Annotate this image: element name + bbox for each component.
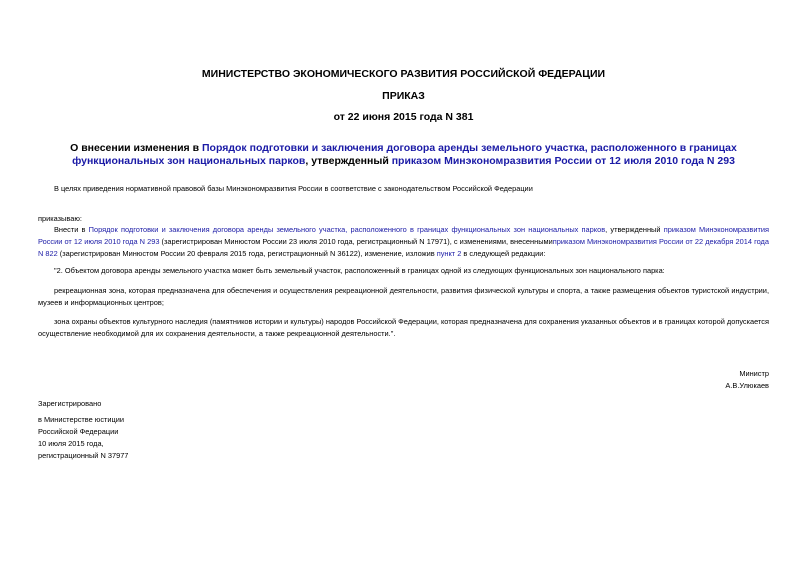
registration-line: регистрационный N 37977 — [38, 451, 129, 460]
date-number: от 22 июня 2015 года N 381 — [333, 111, 474, 123]
title-text: , утвержденный — [305, 155, 392, 167]
signature-block — [725, 368, 769, 392]
registration-line: Зарегистрировано — [38, 399, 102, 408]
paragraph-text: (зарегистрирован Минюстом России 23 июля 2010 года, регистрационный N 17971), с изменениями, внесенными — [159, 237, 553, 246]
document-type: ПРИКАЗ — [382, 90, 425, 102]
link-point-2[interactable]: пункт 2 — [436, 249, 462, 258]
document-title — [38, 142, 769, 168]
title-link-order-293[interactable]: приказом Минэкономразвития России от 12 июля 2010 года N 293 — [391, 155, 735, 167]
link-order-293[interactable]: приказом Минэкономразвития России от 12 июля 2010 года N 293 — [38, 225, 769, 246]
registration-line: Российской Федерации — [38, 427, 119, 436]
paragraph-text: (зарегистрирован Минюстом России 20 февраля 2015 года, регистрационный N 36122), изменение, изложив — [57, 249, 437, 258]
order-word: приказываю: — [38, 214, 82, 223]
link-order-822[interactable]: приказом Минэкономразвития России от 22 декабря 2014 года N 822 — [38, 237, 769, 258]
registration-line: 10 июля 2015 года, — [38, 439, 104, 448]
paragraph-text: , утвержденный — [605, 225, 664, 234]
intro-paragraph: В целях приведения нормативной правовой базы Минэкономразвития России в соответствие с законодательством Российской Федерации — [54, 184, 533, 193]
title-link-procedure[interactable]: Порядок подготовки и заключения договора аренды земельного участка, расположенного в границах функциональных зон национальных парков — [72, 142, 737, 167]
link-procedure[interactable]: Порядок подготовки и заключения договора аренды земельного участка, расположенного в границах функциональных зон национальных парков — [88, 225, 606, 234]
zone-recreational: рекреационная зона, которая предназначена для обеспечения и осуществления рекреационной деятельности, развития физической культуры и спорта, а также размещения объектов туристской индустрии, музеев и информационных центров; — [38, 286, 769, 307]
paragraph-text: Внести в — [54, 225, 89, 234]
signature-name: А.В.Улюкаев — [725, 381, 769, 390]
ministry-heading: МИНИСТЕРСТВО ЭКОНОМИЧЕСКОГО РАЗВИТИЯ РОССИЙСКОЙ ФЕДЕРАЦИИ — [201, 68, 606, 80]
registration-block — [38, 398, 128, 462]
paragraph-text: в следующей редакции: — [461, 249, 546, 258]
amendment-paragraph — [38, 224, 769, 260]
quoted-point-2: "2. Объектом договора аренды земельного участка может быть земельный участок, расположенный в границах одной из следующих функциональных зон национального парка: — [54, 266, 665, 275]
registration-line: в Министерстве юстиции — [38, 415, 125, 424]
zone-cultural-heritage: зона охраны объектов культурного наследия (памятников истории и культуры) народов Российской Федерации, которая предназначена для сохранения указанных объектов и в границах которой допускается осуществление необходимой для их сохранения деятельности, а также рекреационной деятельности.". — [38, 317, 769, 338]
title-text: О внесении изменения в — [70, 142, 202, 154]
signature-position: Министр — [739, 369, 769, 378]
